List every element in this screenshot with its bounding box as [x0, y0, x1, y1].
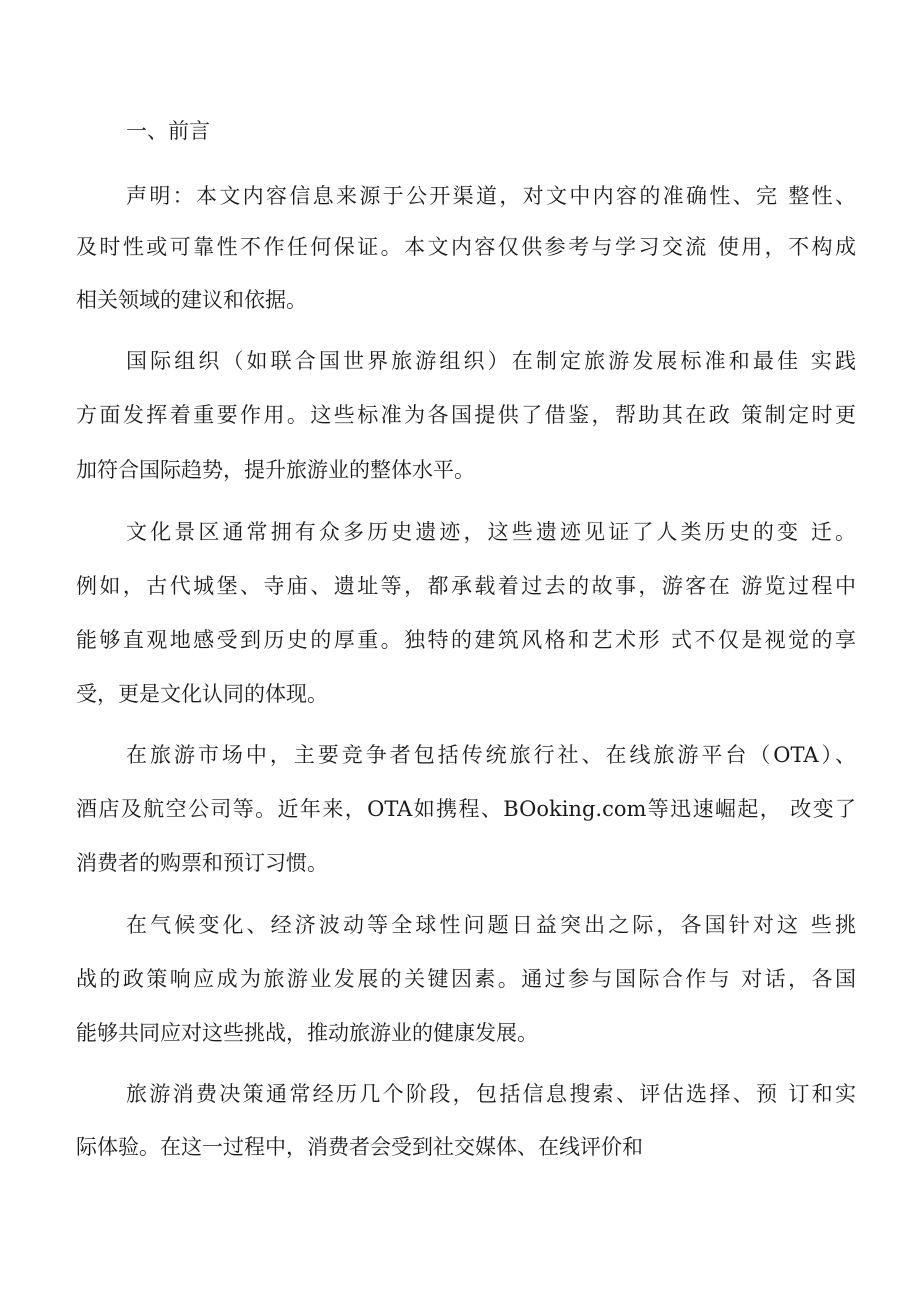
- paragraph-line: 在旅游市场中，主要竞争者包括传统旅行社、在线旅游平台（OTA）、: [126, 743, 856, 767]
- paragraph-line: 例如，古代城堡、寺庙、遗址等，都承载着过去的故事，游客在 游览过程中: [76, 574, 856, 598]
- paragraph-line: 受，更是文化认同的体现。: [76, 682, 328, 706]
- paragraph-line: 在气候变化、经济波动等全球性问题日益突出之际，各国针对这 些挑: [126, 913, 856, 937]
- paragraph-line: 战的政策响应成为旅游业发展的关键因素。通过参与国际合作与 对话，各国: [76, 967, 856, 991]
- paragraph-line: 能够直观地感受到历史的厚重。独特的建筑风格和艺术形 式不仅是视觉的享: [76, 628, 856, 652]
- paragraph-line: 能够共同应对这些挑战，推动旅游业的健康发展。: [76, 1021, 538, 1045]
- paragraph-line: 消费者的购票和预订习惯。: [76, 851, 328, 875]
- paragraph-line: 文化景区通常拥有众多历史遗迹，这些遗迹见证了人类历史的变 迁。: [126, 520, 856, 544]
- paragraph-line: 及时性或可靠性不作任何保证。本文内容仅供参考与学习交流 使用，不构成: [76, 235, 856, 259]
- paragraph-line: 国际组织（如联合国世界旅游组织）在制定旅游发展标准和最佳 实践: [126, 349, 856, 373]
- paragraph-line: 酒店及航空公司等。近年来，OTA如携程、BOoking.com等迅速崛起， 改变了: [76, 797, 856, 821]
- paragraph-line: 旅游消费决策通常经历几个阶段，包括信息搜索、评估选择、预 订和实: [126, 1082, 856, 1106]
- paragraph-line: 方面发挥着重要作用。这些标准为各国提供了借鉴，帮助其在政 策制定时更: [76, 403, 856, 427]
- paragraph-line: 际体验。在这一过程中，消费者会受到社交媒体、在线评价和: [76, 1135, 643, 1159]
- section-heading: 一、前言: [126, 119, 210, 143]
- paragraph-line: 相关领域的建议和依据。: [76, 288, 307, 312]
- paragraph-line: 加符合国际趋势，提升旅游业的整体水平。: [76, 458, 475, 482]
- paragraph-line: 声明：本文内容信息来源于公开渠道，对文中内容的准确性、完 整性、: [126, 184, 856, 208]
